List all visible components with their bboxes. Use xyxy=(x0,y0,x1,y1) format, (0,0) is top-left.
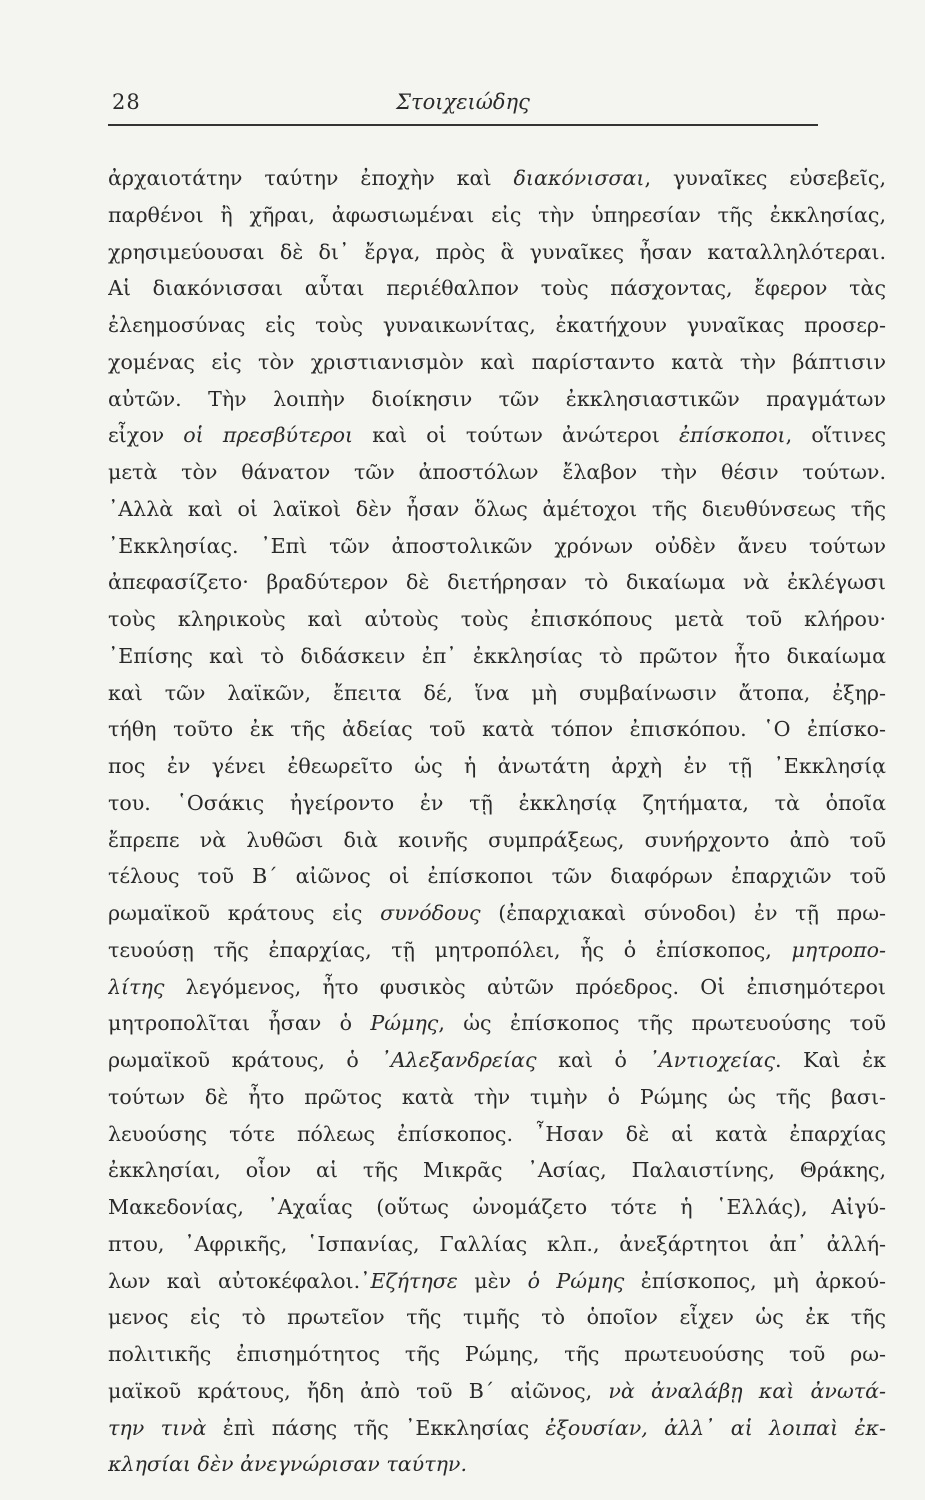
text-segment: ᾽Επίσης καὶ τὸ διδάσκειν ἐπ᾽ ἐκκλησίας τὸ πρῶτον ἦτο δικαίωμα xyxy=(108,643,886,668)
text-line xyxy=(108,969,886,1006)
text-line xyxy=(108,1410,886,1447)
text-line xyxy=(108,1226,886,1263)
text-segment: τευούσῃ τῆς ἐπαρχίας, τῇ μητροπόλει, ἧς ὁ ἐπίσκοπος, xyxy=(108,937,792,962)
text-segment: ἐλεημοσύνας εἰς τοὺς γυναικωνίτας, ἐκατήχουν γυναῖκας προσερ- xyxy=(108,313,886,337)
text-segment: ἀρχαιοτάτην ταύτην ἐποχὴν καὶ xyxy=(108,166,514,190)
text-segment: εἶχον xyxy=(108,423,184,448)
italic-text: ᾽Αντιοχείας xyxy=(648,1048,776,1072)
text-line xyxy=(108,895,886,932)
italic-text: Ρώμης xyxy=(370,1011,439,1036)
page-number: 28 xyxy=(112,90,141,114)
italic-text: νὰ ἀναλάβῃ καὶ ἀνωτά- xyxy=(608,1378,886,1403)
italic-text: οἱ πρεσβύτεροι xyxy=(183,423,354,448)
text-line xyxy=(108,197,886,234)
text-line xyxy=(108,344,886,381)
text-segment: πολιτικῆς ἐπισημότητος τῆς Ρώμης, τῆς πρωτευούσης τοῦ ρω- xyxy=(108,1342,886,1366)
text-segment: μενος εἰς τὸ πρωτεῖον τῆς τιμῆς τὸ ὁποῖον εἶχεν ὡς ἐκ τῆς xyxy=(108,1305,886,1330)
text-segment: τούτων δὲ ἦτο πρῶτος κατὰ τὴν τιμὴν ὁ Ρώμης ὡς τῆς βασι- xyxy=(108,1084,886,1109)
text-segment: τοὺς κληρικοὺς καὶ αὐτοὺς τοὺς ἐπισκόπους μετὰ τοῦ κλήρου· xyxy=(108,607,886,631)
text-segment: ἐκκλησίαι, οἷον αἱ τῆς Μικρᾶς ᾽Ασίας, Παλαιστίνης, Θράκης, xyxy=(108,1158,886,1183)
text-line xyxy=(108,1373,886,1410)
italic-text: ἐξουσίαν, ἀλλ᾽ αἱ λοιπαὶ ἐκ- xyxy=(545,1415,886,1440)
text-segment: λων καὶ αὐτοκέφαλοι.᾽ xyxy=(108,1268,371,1293)
text-line xyxy=(108,675,886,712)
text-line xyxy=(108,1042,886,1079)
text-line xyxy=(108,1005,886,1042)
text-line xyxy=(108,1299,886,1336)
text-segment: πτου, ᾽Αφρικῆς, ῾Ισπανίας, Γαλλίας κλπ., ἀνεξάρτητοι ἀπ᾽ ἀλλή- xyxy=(108,1231,886,1256)
text-segment: μητροπολῖται ἦσαν ὁ xyxy=(108,1011,371,1036)
text-line xyxy=(108,1263,886,1300)
text-line xyxy=(108,638,886,675)
text-line xyxy=(108,822,886,859)
text-segment: αὐτῶν. Τὴν λοιπὴν διοίκησιν τῶν ἐκκλησιαστικῶν πραγμάτων xyxy=(108,386,886,411)
italic-text: κλησίαι δὲν ἀνεγνώρισαν ταύτην. xyxy=(108,1452,467,1477)
text-segment: λευούσης τότε πόλεως ἐπίσκοπος. ῏Ησαν δὲ αἱ κατὰ ἐπαρχίας xyxy=(108,1121,886,1146)
text-line xyxy=(108,381,886,418)
text-line xyxy=(108,307,886,344)
text-line xyxy=(108,270,886,307)
header-rule xyxy=(108,124,818,126)
text-line xyxy=(108,932,886,969)
text-segment: παρθένοι ἢ χῆραι, ἀφωσιωμέναι εἰς τὴν ὑπηρεσίαν τῆς ἐκκλησίας, xyxy=(108,202,886,227)
italic-text: μητροπο- xyxy=(791,937,886,962)
italic-text: ὁ Ρώμης xyxy=(527,1268,625,1293)
italic-text: ᾽Αλεξανδρείας xyxy=(380,1048,537,1072)
text-segment: καὶ οἱ τούτων ἀνώτεροι xyxy=(353,423,679,448)
text-line xyxy=(108,601,886,638)
text-line xyxy=(108,748,886,785)
text-line xyxy=(108,1189,886,1226)
text-segment: χρησιμεύουσαι δὲ δι᾽ ἔργα, πρὸς ἃ γυναῖκες ἦσαν καταλληλότεραι. xyxy=(108,239,886,264)
text-line xyxy=(108,454,886,491)
text-segment: τήθη τοῦτο ἐκ τῆς ἀδείας τοῦ κατὰ τόπον ἐπισκόπου. ῾Ο ἐπίσκο- xyxy=(108,717,886,742)
italic-text: την τινὰ xyxy=(108,1415,207,1440)
text-segment: ρωμαϊκοῦ κράτους, ὁ xyxy=(108,1048,381,1072)
text-segment: μὲν xyxy=(457,1268,528,1293)
text-segment: χομένας εἰς τὸν χριστιανισμὸν καὶ παρίσταντο κατὰ τὴν βάπτισιν xyxy=(108,349,886,374)
text-segment: , ὡς ἐπίσκοπος τῆς πρωτευούσης τοῦ xyxy=(438,1011,886,1036)
text-line xyxy=(108,491,886,528)
running-head xyxy=(108,84,818,120)
italic-text: Εζήτησε xyxy=(370,1268,458,1293)
text-segment: μαϊκοῦ κράτους, ἤδη ἀπὸ τοῦ Β΄ αἰῶνος, xyxy=(108,1378,609,1403)
text-segment: ἐπίσκοπος, μὴ ἀρκού- xyxy=(624,1268,886,1293)
text-segment: μετὰ τὸν θάνατον τῶν ἀποστόλων ἔλαβον τὴν θέσιν τούτων. xyxy=(108,460,886,484)
body-text xyxy=(108,160,886,1483)
text-line xyxy=(108,711,886,748)
text-line xyxy=(108,160,886,197)
text-line xyxy=(108,1152,886,1189)
text-segment: πος ἐν γένει ἐθεωρεῖτο ὡς ἡ ἀνωτάτη ἀρχὴ ἐν τῇ ᾽Εκκλησίᾳ xyxy=(108,754,886,778)
text-segment: . Καὶ ἐκ xyxy=(775,1048,886,1072)
text-segment: Αἱ διακόνισσαι αὗται περιέθαλπον τοὺς πάσχοντας, ἔφερον τὰς xyxy=(108,276,886,301)
text-segment: ἔπρεπε νὰ λυθῶσι διὰ κοινῆς συμπράξεως, συνήρχοντο ἀπὸ τοῦ xyxy=(108,827,886,852)
text-line xyxy=(108,785,886,822)
text-segment: λεγόμενος, ἦτο φυσικὸς αὐτῶν πρόεδρος. Οἱ ἐπισημότεροι xyxy=(164,974,886,999)
text-line xyxy=(108,1079,886,1116)
text-line xyxy=(108,417,886,454)
text-segment: , οἵτινες xyxy=(785,423,886,448)
text-segment: τέλους τοῦ Β΄ αἰῶνος οἱ ἐπίσκοποι τῶν διαφόρων ἐπαρχιῶν τοῦ xyxy=(108,864,886,889)
text-segment: ρωμαϊκοῦ κράτους εἰς xyxy=(108,901,381,925)
running-title: Στοιχειώδης xyxy=(396,90,530,114)
text-line xyxy=(108,564,886,601)
italic-text: λίτης xyxy=(108,974,165,999)
text-line xyxy=(108,234,886,271)
italic-text: διακόνισσαι xyxy=(513,166,645,190)
text-segment: καὶ ὁ xyxy=(536,1048,649,1072)
text-segment: ἀπεφασίζετο· βραδύτερον δὲ διετήρησαν τὸ δικαίωμα νὰ ἐκλέγωσι xyxy=(108,570,886,595)
text-segment: (ἐπαρχιακαὶ σύνοδοι) ἐν τῇ πρω- xyxy=(480,901,886,925)
text-line xyxy=(108,1336,886,1373)
text-line xyxy=(108,1116,886,1153)
text-segment: Μακεδονίας, ᾽Αχαΐας (οὕτως ὠνομάζετο τότε ἡ ῾Ελλάς), Αἰγύ- xyxy=(108,1195,886,1219)
text-segment: ἐπὶ πάσης τῆς ᾽Εκκλησίας xyxy=(206,1415,546,1440)
text-line xyxy=(108,528,886,565)
text-segment: του. ῾Οσάκις ἠγείροντο ἐν τῇ ἐκκλησίᾳ ζητήματα, τὰ ὁποῖα xyxy=(108,790,886,815)
text-segment: καὶ τῶν λαϊκῶν, ἔπειτα δέ, ἵνα μὴ συμβαίνωσιν ἄτοπα, ἐξηρ- xyxy=(108,680,886,705)
text-segment: ᾽Εκκλησίας. ᾽Επὶ τῶν ἀποστολικῶν χρόνων οὐδὲν ἄνευ τούτων xyxy=(108,533,886,558)
text-line xyxy=(108,858,886,895)
italic-text: ἐπίσκοποι xyxy=(679,423,786,448)
text-line xyxy=(108,1446,886,1483)
text-segment: ᾽Αλλὰ καὶ οἱ λαϊκοὶ δὲν ἦσαν ὅλως ἀμέτοχοι τῆς διευθύνσεως τῆς xyxy=(108,496,886,521)
text-segment: , γυναῖκες εὐσεβεῖς, xyxy=(644,166,886,190)
italic-text: συνόδους xyxy=(380,901,481,925)
